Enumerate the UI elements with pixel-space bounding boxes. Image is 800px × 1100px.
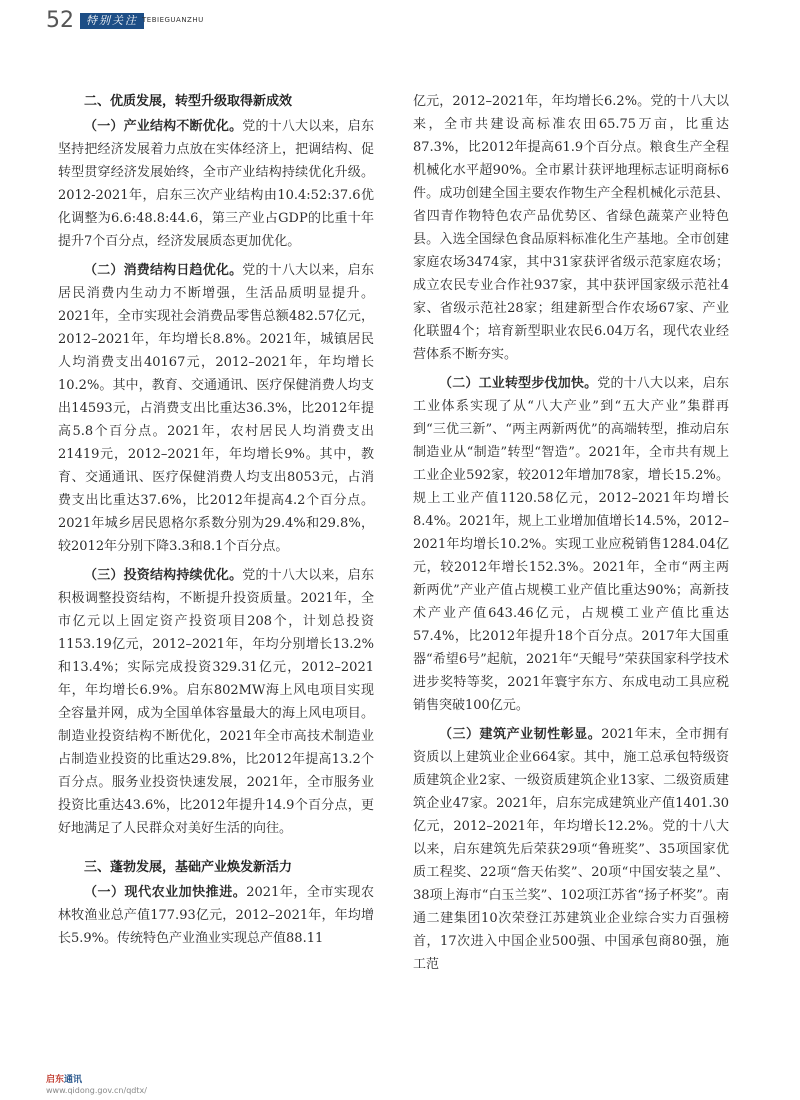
paragraph-industrial-transformation [413, 372, 729, 717]
page-number: 52 [46, 8, 74, 33]
footer-brand-sub: 通讯 [64, 1075, 83, 1085]
paragraph-investment-structure [58, 564, 374, 840]
paragraph-text: 党的十八大以来，启东积极调整投资结构，不断提升投资质量。2021年，全市亿元以上固定资产投资项目208个，计划总投资1153.19亿元，2012–2021年，年均分别增长13.2%和13.4%；实际完成投资329.31亿元，2012–2021年，年均增长6.9%。启东802MW海上风电项目实现全容量并网，成为全国单体容量最大的海上风电项目。制造业投资结构不断优化，2021年全市高技术制造业占制造业投资的比重达29.8%，比2012年提高13.2个百分点。服务业投资快速发展，2021年，全市服务业投资比重达43.6%，比2012年提升14.9个百分点，更好地满足了人民群众对美好生活的向往。 [58, 568, 374, 836]
left-column [58, 90, 374, 956]
paragraph-agriculture-continued: 亿元，2012–2021年，年均增长6.2%。党的十八大以来，全市共建设高标准农田65.75万亩，比重达87.3%，比2012年提高61.9个百分点。粮食生产全程机械化水平超90%。全市累计获评地理标志证明商标6件。成功创建全国主要农作物生产全程机械化示范县、省四青作物特色农产品优势区、省绿色蔬菜产业特色县。入选全国绿色食品原料标准化生产基地。全市创建家庭农场3474家，其中31家获评省级示范家庭农场；成立农民专业合作社937家，其中获评国家级示范社4家、省级示范社28家；组建新型合作农场67家、产业化联盟4个；培育新型职业农民6.04万名，现代农业经营体系不断夯实。 [413, 94, 729, 362]
paragraph-text: 党的十八大以来，启东工业体系实现了从“八大产业”到“五大产业”集群再到“三优三新”、“两主两新两优”的高端转型，推动启东制造业从“制造”转型“智造”。2021年，全市共有规上工业企业592家，较2012年增加78家，增长15.2%。规上工业产值1120.58亿元，2012–2021年均增长8.4%。2021年，规上工业增加值增长14.5%，2012–2021年均增长10.2%。实现工业应税销售1284.04亿元，较2012年增长152.3%。2021年，全市“两主两新两优”产业产值占规模工业产值比重达90%；高新技术产业产值643.46亿元，占规模工业产值比重达57.4%，比2012年提升18个百分点。2017年大国重器“希望6号”起航，2021年“天鲲号”荣获国家科学技术进步奖特等奖，2021年寰宇东方、东成电动工具应税销售突破100亿元。 [413, 376, 729, 713]
column-title-badge: 特别关注 [80, 13, 144, 29]
footer-url: www.qidong.gov.cn/qdtx/ [46, 1086, 147, 1095]
paragraph-industrial-structure [58, 115, 374, 253]
section-heading-2: 二、优质发展，转型升级取得新成效 [84, 94, 293, 109]
paragraph-lead: （一）产业结构不断优化。 [84, 119, 243, 134]
paragraph-lead: （三）投资结构持续优化。 [84, 568, 243, 583]
page-footer [46, 1072, 147, 1095]
page-header [0, 0, 800, 40]
right-column [413, 90, 729, 982]
paragraph-modern-agriculture [58, 881, 374, 950]
paragraph-lead: （二）工业转型步伐加快。 [439, 376, 598, 391]
paragraph-text: 2021年，全市实现农林牧渔业总产值177.93亿元，2012–2021年，年均增长5.9%。传统特色产业渔业实现总产值88.11 [58, 885, 374, 946]
paragraph-consumption-structure [58, 259, 374, 558]
paragraph-lead: （二）消费结构日趋优化。 [84, 263, 243, 278]
paragraph-lead: （三）建筑产业韧性彰显。 [439, 727, 602, 742]
paragraph-construction-industry [413, 723, 729, 976]
footer-brand-name: 启东 [46, 1075, 65, 1085]
paragraph-text: 党的十八大以来，启东居民消费内生动力不断增强，生活品质明显提升。2021年，全市实现社会消费品零售总额482.57亿元，2012–2021年，年均增长8.8%。2021年，城镇居民人均消费支出40167元，2012–2021年，年均增长10.2%。其中，教育、交通通讯、医疗保健消费人均支出14593元，占消费支出比重达36.3%，比2012年提高5.8个百分点。2021年，农村居民人均消费支出21419元，2012–2021年，年均增长9%。其中，教育、交通通讯、医疗保健消费人均支出8053元，占消费支出比重达37.6%，比2012年提高4.2个百分点。2021年城乡居民恩格尔系数分别为29.4%和29.8%，较2012年分别下降3.3和8.1个百分点。 [58, 263, 374, 554]
paragraph-text: 党的十八大以来，启东坚持把经济发展着力点放在实体经济上，把调结构、促转型贯穿经济发展始终，全市产业结构持续优化升级。2012-2021年，启东三次产业结构由10.4:52:37.6优化调整为6.6:48.8:44.6，第三产业占GDP的比重十年提升7个百分点，经济发展质态更加优化。 [58, 119, 374, 249]
paragraph-lead: （一）现代农业加快推进。 [84, 885, 247, 900]
paragraph-text: 2021年末，全市拥有资质以上建筑业企业664家。其中，施工总承包特级资质建筑企业2家、一级资质建筑企业13家、二级资质建筑企业47家。2021年，启东完成建筑业产值1401.30亿元，2012–2021年，年均增长12.2%。党的十八大以来，启东建筑先后荣获29项“鲁班奖”、35项国家优质工程奖、22项“詹天佑奖”、20项“中国安装之星”、38项上海市“白玉兰奖”、102项江苏省“扬子杯奖”。南通二建集团10次荣登江苏建筑业企业综合实力百强榜首，17次进入中国企业500强、中国承包商80强，施工范 [413, 727, 729, 972]
footer-brand [46, 1072, 147, 1085]
column-title-pinyin: TEBIEGUANZHU [142, 16, 204, 24]
section-heading-3: 三、蓬勃发展，基础产业焕发新活力 [84, 860, 293, 875]
